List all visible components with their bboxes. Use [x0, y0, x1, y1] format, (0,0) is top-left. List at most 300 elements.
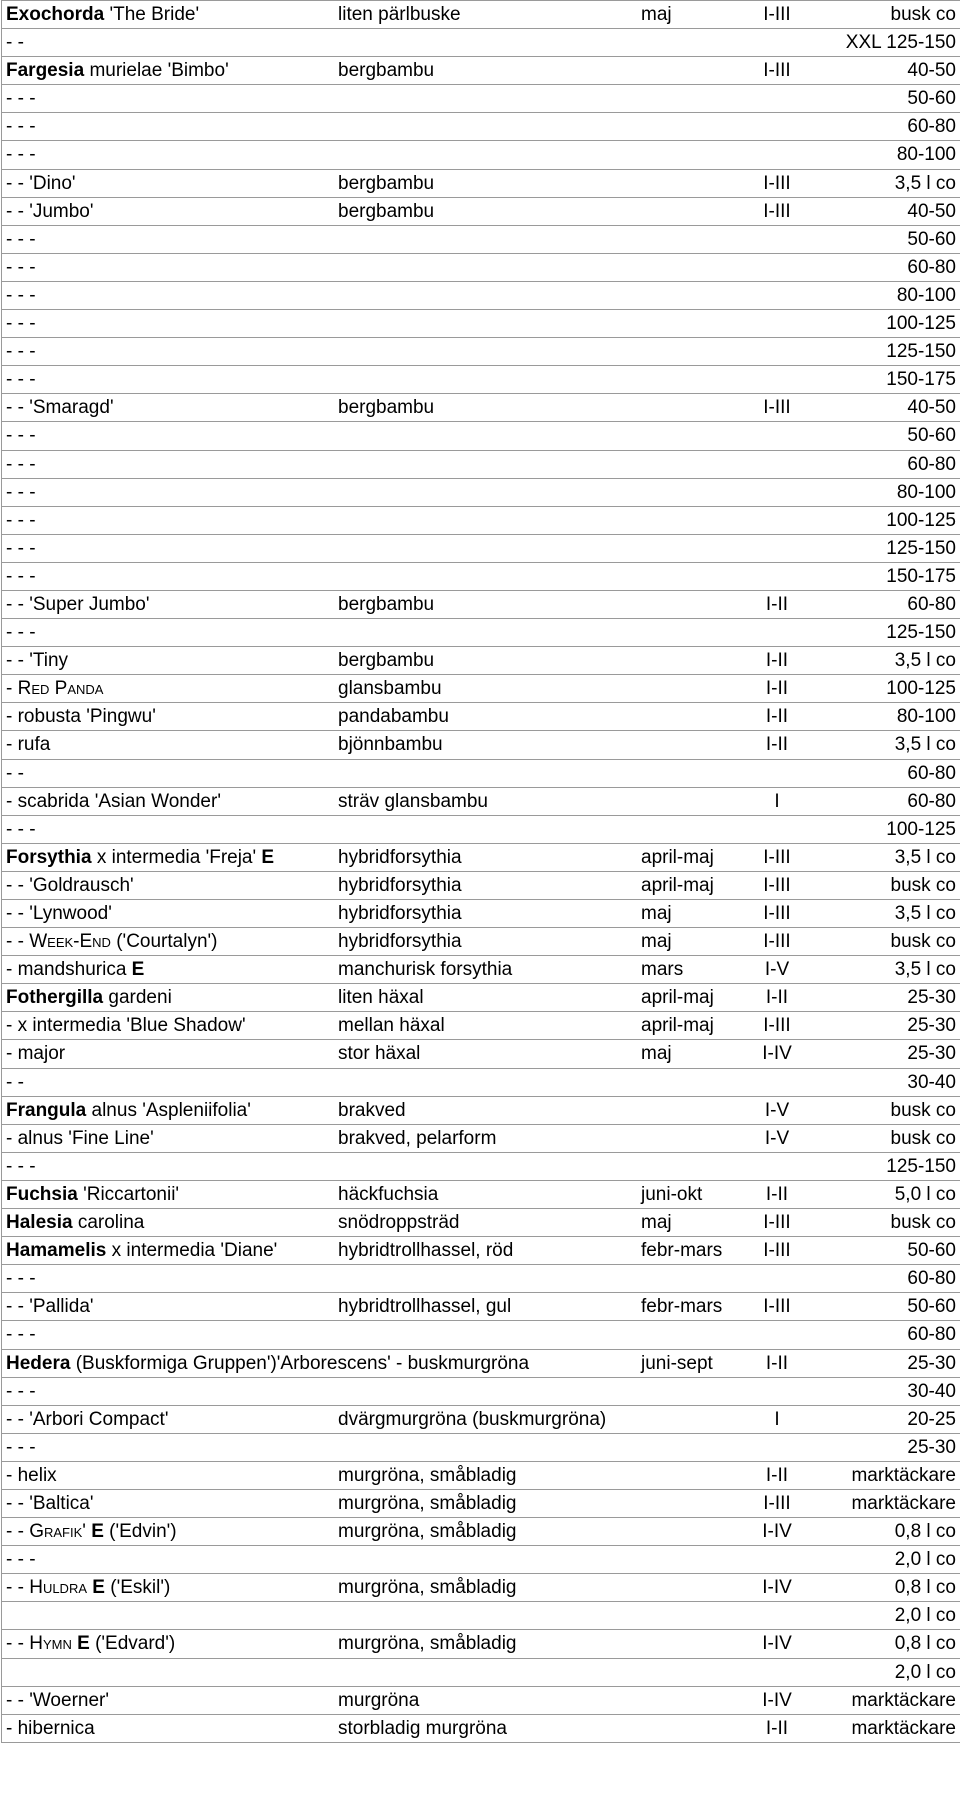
hardiness-zone-cell: I-II [765, 1352, 789, 1374]
size-cell: 20-25 [907, 1408, 956, 1430]
table-row [2, 844, 960, 872]
ditto-prefix: - - [6, 1633, 24, 1655]
plant-name-cell [6, 1297, 94, 1317]
ditto-prefix: - - - [6, 1155, 36, 1177]
size-cell: 60-80 [907, 256, 956, 278]
common-name-cell: dvärgmurgröna (buskmurgröna) [338, 1408, 607, 1430]
plant-name-cell [6, 145, 36, 165]
plant-name-cell [6, 258, 36, 278]
hardiness-zone-cell: I-III [763, 1240, 791, 1262]
plant-name-cell [6, 960, 144, 980]
plant-name-cell [6, 511, 36, 531]
bloom-period-cell: april-maj [641, 1015, 714, 1037]
table-row [2, 1687, 960, 1715]
plant-name-cell [6, 707, 156, 727]
table-row [2, 1, 960, 29]
plant-name-cell [6, 792, 221, 812]
table-row [2, 1630, 960, 1658]
hardiness-zone-cell: I-II [765, 650, 789, 672]
e-marker: E [261, 846, 275, 868]
table-row [2, 1490, 960, 1518]
ditto-prefix: - - - [6, 256, 36, 278]
hardiness-zone-cell: I-III [763, 846, 791, 868]
species-cultivar: gardeni [108, 987, 172, 1009]
species-cultivar: rufa [17, 734, 51, 756]
plant-name-cell [6, 1101, 251, 1121]
hardiness-zone-cell: I-III [763, 1212, 791, 1234]
size-cell: 125-150 [886, 622, 956, 644]
hardiness-zone-cell: I-III [763, 172, 791, 194]
cultivar-code: ('Eskil') [110, 1577, 171, 1599]
hardiness-zone-cell: I-II [765, 706, 789, 728]
species-cultivar: 'Super Jumbo' [29, 593, 150, 615]
bloom-period-cell: mars [641, 959, 684, 981]
ditto-prefix: - - [6, 874, 24, 896]
size-cell: busk co [890, 1212, 956, 1234]
table-row [2, 422, 960, 450]
common-name-cell: pandabambu [338, 706, 449, 728]
ditto-prefix: - - - [6, 116, 36, 138]
table-row [2, 1069, 960, 1097]
table-row [2, 647, 960, 675]
hardiness-zone-cell: I-IV [762, 1689, 792, 1711]
size-cell: 125-150 [886, 341, 956, 363]
common-name-cell: sträv glansbambu [338, 790, 488, 812]
table-row [2, 57, 960, 85]
plant-name-cell [6, 623, 36, 643]
common-name-cell: hybridtrollhassel, gul [338, 1296, 512, 1318]
size-cell: 40-50 [907, 60, 956, 82]
table-row [2, 1321, 960, 1349]
plant-name-cell [6, 1241, 277, 1261]
species-cultivar: x intermedia 'Blue Shadow' [17, 1015, 246, 1037]
table-row [2, 956, 960, 984]
size-cell: 25-30 [907, 1015, 956, 1037]
table-row [2, 1462, 960, 1490]
ditto-prefix: - - [6, 1408, 24, 1430]
size-cell: marktäckare [851, 1717, 956, 1739]
species-cultivar: x intermedia 'Diane' [111, 1240, 278, 1262]
table-row [2, 85, 960, 113]
common-name-cell: hybridforsythia [338, 846, 462, 868]
species-cultivar: 'Jumbo' [29, 200, 94, 222]
common-name-cell: hybridforsythia [338, 903, 462, 924]
common-name-cell: mellan häxal [338, 1015, 445, 1037]
table-row [2, 1574, 960, 1602]
table-row [2, 1293, 960, 1321]
common-name-cell: liten häxal [338, 987, 424, 1009]
ditto-prefix: - - - [6, 1380, 36, 1402]
ditto-prefix: - - - [6, 1436, 36, 1458]
size-cell: 60-80 [907, 1324, 956, 1346]
ditto-prefix: - - [6, 32, 24, 54]
e-marker: E [77, 1633, 90, 1655]
table-row [2, 928, 960, 956]
species-cultivar: 'Woerner' [29, 1689, 109, 1711]
table-row [2, 1181, 960, 1209]
size-cell: 60-80 [907, 790, 956, 812]
hardiness-zone-cell: I [774, 790, 780, 812]
cultivar-code: ('Edvard') [95, 1633, 176, 1655]
plant-name-cell [6, 1719, 95, 1739]
ditto-prefix: - - [6, 200, 24, 222]
size-cell: 80-100 [896, 144, 956, 166]
size-cell: 30-40 [907, 1071, 956, 1093]
common-name-cell: bergbambu [338, 593, 435, 615]
size-cell: 60-80 [907, 116, 956, 138]
hardiness-zone-cell: I-II [765, 734, 789, 756]
plant-name-cell [6, 1213, 144, 1233]
plant-name-cell [6, 679, 103, 699]
hardiness-zone-cell: I-IV [762, 1577, 792, 1599]
plant-name-cell [6, 595, 149, 615]
bloom-period-cell: april-maj [641, 874, 714, 896]
common-name-cell: murgröna, småbladig [338, 1464, 517, 1486]
plant-name-cell [6, 1382, 36, 1402]
species-cultivar: mandshurica [17, 959, 127, 981]
species-cultivar: 'Arbori Compact' [29, 1408, 169, 1430]
table-row [2, 1237, 960, 1265]
size-cell: marktäckare [851, 1689, 956, 1711]
ditto-prefix: - - [6, 172, 24, 194]
table-row [2, 1040, 960, 1068]
size-cell: busk co [890, 931, 956, 953]
genus-name: Hedera [6, 1352, 71, 1374]
bloom-period-cell: maj [641, 4, 672, 25]
size-cell: 150-175 [886, 565, 956, 587]
table-row [2, 113, 960, 141]
e-marker: E [92, 1577, 105, 1599]
table-row [2, 563, 960, 591]
size-cell: 80-100 [896, 481, 956, 503]
plant-name-cell [6, 174, 76, 194]
size-cell: 3,5 l co [894, 172, 956, 194]
plant-name-cell [6, 735, 50, 755]
table-row [2, 1097, 960, 1125]
trade-name: Week-End [29, 931, 111, 953]
table-row [2, 675, 960, 703]
plant-name-cell [6, 876, 134, 896]
plant-name-cell [6, 5, 199, 25]
table-row [2, 1518, 960, 1546]
ditto-prefix: - - - [6, 565, 36, 587]
ditto-prefix: - - [6, 650, 24, 672]
ditto-prefix: - [6, 1717, 13, 1739]
ditto-prefix: - - - [6, 144, 36, 166]
size-cell: 30-40 [907, 1380, 956, 1402]
plant-name-cell [6, 370, 36, 390]
table-row [2, 1265, 960, 1293]
hardiness-zone-cell: I-III [763, 931, 791, 953]
table-row [2, 1659, 960, 1687]
table-row [2, 619, 960, 647]
genus-name: Halesia [6, 1212, 73, 1234]
size-cell: 25-30 [907, 1352, 956, 1374]
trade-name: Red Panda [17, 678, 104, 700]
size-cell: 100-125 [886, 818, 956, 840]
size-cell: 100-125 [886, 678, 956, 700]
bloom-period-cell: juni-okt [641, 1183, 703, 1205]
table-row [2, 1546, 960, 1574]
size-cell: 0,8 l co [894, 1521, 956, 1543]
genus-name: Exochorda [6, 4, 105, 25]
plant-name-cell [6, 904, 112, 924]
table-row [2, 507, 960, 535]
size-cell: 50-60 [907, 425, 956, 447]
common-name-cell: snödroppsträd [338, 1212, 460, 1234]
plant-name-cell [6, 286, 36, 306]
hardiness-zone-cell: I-III [763, 1015, 791, 1037]
size-cell: XXL 125-150 [845, 32, 956, 54]
table-row [2, 760, 960, 788]
bloom-period-cell: maj [641, 903, 672, 924]
common-name-cell: murgröna, småbladig [338, 1633, 517, 1655]
table-row [2, 451, 960, 479]
table-row [2, 731, 960, 759]
size-cell: 100-125 [886, 313, 956, 335]
table-row [2, 479, 960, 507]
ditto-prefix: - - - [6, 622, 36, 644]
species-cultivar: helix [17, 1464, 57, 1486]
ditto-prefix: - [6, 706, 13, 728]
genus-name: Fothergilla [6, 987, 104, 1009]
ditto-prefix: - - - [6, 453, 36, 475]
common-name-cell: hybridtrollhassel, röd [338, 1240, 514, 1262]
plant-name-cell [6, 1185, 179, 1205]
species-cultivar: 'Baltica' [29, 1492, 94, 1514]
size-cell: 60-80 [907, 1268, 956, 1290]
ditto-prefix: - [6, 790, 13, 812]
e-marker: E [131, 959, 145, 981]
size-cell: 2,0 l co [894, 1549, 956, 1571]
bloom-period-cell: april-maj [641, 987, 714, 1009]
table-row [2, 338, 960, 366]
plant-name-cell [6, 988, 172, 1008]
table-row [2, 254, 960, 282]
size-cell: busk co [890, 874, 956, 896]
ditto-prefix: - [6, 734, 13, 756]
ditto-prefix: - - - [6, 1324, 36, 1346]
hardiness-zone-cell: I-II [765, 593, 789, 615]
hardiness-zone-cell: I-II [765, 987, 789, 1009]
plant-name-cell [6, 1410, 168, 1430]
bloom-period-cell: maj [641, 931, 672, 953]
hardiness-zone-cell: I-III [763, 200, 791, 222]
size-cell: 125-150 [886, 1155, 956, 1177]
species-cultivar: alnus 'Aspleniifolia' [91, 1099, 251, 1121]
hardiness-zone-cell: I-II [765, 1464, 789, 1486]
plant-name-cell [6, 483, 36, 503]
table-row [2, 816, 960, 844]
common-name-cell: storbladig murgröna [338, 1717, 507, 1739]
size-cell: 5,0 l co [894, 1183, 956, 1205]
plant-name-cell [6, 1550, 36, 1570]
common-name-cell: brakved [338, 1099, 406, 1121]
plant-name-cell [6, 1325, 36, 1345]
table-row [2, 1209, 960, 1237]
size-cell: busk co [890, 1127, 956, 1149]
table-row [2, 703, 960, 731]
table-row [2, 535, 960, 563]
table-row [2, 788, 960, 816]
table-row [2, 29, 960, 57]
size-cell: 60-80 [907, 593, 956, 615]
ditto-prefix: - [6, 1015, 13, 1037]
table-row [2, 1350, 960, 1378]
hardiness-zone-cell: I-III [763, 1492, 791, 1514]
species-cultivar: carolina [77, 1212, 145, 1234]
size-cell: 25-30 [907, 987, 956, 1009]
common-name-cell: manchurisk forsythia [338, 959, 513, 981]
plant-name-cell [6, 1691, 109, 1711]
size-cell: 125-150 [886, 537, 956, 559]
table-row [2, 198, 960, 226]
hardiness-zone-cell: I-III [763, 397, 791, 419]
plant-name-cell [6, 1157, 36, 1177]
size-cell: 50-60 [907, 88, 956, 110]
ditto-prefix: - [6, 1127, 13, 1149]
species-cultivar: murielae 'Bimbo' [89, 60, 229, 82]
hardiness-zone-cell: I-II [765, 1717, 789, 1739]
hardiness-zone-cell: I-II [765, 1183, 789, 1205]
common-name-cell: hybridforsythia [338, 874, 462, 896]
size-cell: 0,8 l co [894, 1633, 956, 1655]
table-row [2, 366, 960, 394]
ditto-prefix: - - [6, 762, 24, 784]
ditto-prefix: - [6, 1464, 13, 1486]
ditto-prefix: - - - [6, 481, 36, 503]
plant-name-cell [6, 202, 94, 222]
species-cultivar: x intermedia 'Freja' [96, 846, 257, 868]
common-name-cell: bergbambu [338, 650, 435, 672]
table-row [2, 1012, 960, 1040]
hardiness-zone-cell: I-III [763, 60, 791, 82]
plant-name-cell [6, 314, 36, 334]
size-cell: 3,5 l co [894, 903, 956, 924]
hardiness-zone-cell: I-IV [762, 1633, 792, 1655]
ditto-prefix: - - [6, 397, 24, 419]
size-cell: 100-125 [886, 509, 956, 531]
common-name-cell: brakved, pelarform [338, 1127, 497, 1149]
hardiness-zone-cell: I-III [763, 1296, 791, 1318]
table-row [2, 310, 960, 338]
table-row [2, 141, 960, 169]
ditto-prefix: - - - [6, 1549, 36, 1571]
plant-name-cell [6, 1578, 170, 1598]
trade-name: Hymn [29, 1633, 72, 1655]
size-cell: 50-60 [907, 1296, 956, 1318]
size-cell: busk co [890, 4, 956, 25]
size-cell: 0,8 l co [894, 1577, 956, 1599]
species-cultivar: 'Riccartonii' [83, 1183, 180, 1205]
species-cultivar: 'The Bride' [109, 4, 200, 25]
species-cultivar: 'Pallida' [29, 1296, 94, 1318]
species-cultivar: (Buskformiga Gruppen')'Arborescens' - buskmurgröna [75, 1352, 530, 1374]
hardiness-zone-cell: I-III [763, 4, 791, 25]
size-cell: 2,0 l co [894, 1661, 956, 1683]
size-cell: 3,5 l co [894, 959, 956, 981]
size-cell: 60-80 [907, 453, 956, 475]
trade-name: Grafik' [29, 1521, 86, 1543]
size-cell: marktäckare [851, 1492, 956, 1514]
e-marker: E [91, 1521, 104, 1543]
ditto-prefix: - - [6, 1577, 24, 1599]
plant-name-cell [6, 1522, 177, 1542]
ditto-prefix: - - - [6, 284, 36, 306]
plant-name-cell [6, 398, 114, 418]
cultivar-code: ('Courtalyn') [116, 931, 218, 953]
species-cultivar: hibernica [17, 1717, 95, 1739]
plant-name-cell [6, 1466, 57, 1486]
species-cultivar: 'Lynwood' [29, 903, 112, 924]
ditto-prefix: - - [6, 1071, 24, 1093]
size-cell: 25-30 [907, 1436, 956, 1458]
common-name-cell: liten pärlbuske [338, 4, 461, 25]
plant-name-cell [6, 1494, 94, 1514]
plant-name-cell [6, 848, 274, 868]
plant-name-cell [6, 764, 24, 784]
common-name-cell: bergbambu [338, 172, 435, 194]
ditto-prefix: - - - [6, 1268, 36, 1290]
table-row [2, 900, 960, 928]
bloom-period-cell: febr-mars [641, 1240, 723, 1262]
common-name-cell: stor häxal [338, 1043, 421, 1065]
genus-name: Forsythia [6, 846, 92, 868]
size-cell: 40-50 [907, 397, 956, 419]
plant-name-cell [6, 89, 36, 109]
plant-price-list [1, 0, 960, 1743]
genus-name: Fuchsia [6, 1183, 78, 1205]
ditto-prefix: - - - [6, 228, 36, 250]
table-row [2, 394, 960, 422]
common-name-cell: murgröna, småbladig [338, 1492, 517, 1514]
table-row [2, 1434, 960, 1462]
plant-name-cell [6, 539, 36, 559]
size-cell: marktäckare [851, 1464, 956, 1486]
table-row [2, 282, 960, 310]
bloom-period-cell: maj [641, 1043, 672, 1065]
plant-name-cell [6, 820, 36, 840]
table-row [2, 226, 960, 254]
ditto-prefix: - - [6, 1521, 24, 1543]
hardiness-zone-cell: I-IV [762, 1043, 792, 1065]
ditto-prefix: - - [6, 1492, 24, 1514]
bloom-period-cell: juni-sept [641, 1352, 713, 1374]
size-cell: 3,5 l co [894, 846, 956, 868]
table-row [2, 1406, 960, 1434]
size-cell: 80-100 [896, 284, 956, 306]
size-cell: 80-100 [896, 706, 956, 728]
size-cell: 2,0 l co [894, 1605, 956, 1627]
hardiness-zone-cell: I-V [764, 1099, 790, 1121]
ditto-prefix: - - - [6, 341, 36, 363]
size-cell: 3,5 l co [894, 650, 956, 672]
size-cell: 150-175 [886, 369, 956, 391]
common-name-cell: bergbambu [338, 200, 435, 222]
ditto-prefix: - - - [6, 509, 36, 531]
hardiness-zone-cell: I [774, 1408, 780, 1430]
plant-name-cell [6, 61, 229, 81]
ditto-prefix: - - - [6, 537, 36, 559]
ditto-prefix: - [6, 1043, 13, 1065]
species-cultivar: 'Dino' [29, 172, 76, 194]
common-name-cell: murgröna [338, 1689, 420, 1711]
common-name-cell: bjönnbambu [338, 734, 443, 756]
plant-name-cell [6, 342, 36, 362]
plant-name-cell [6, 33, 24, 53]
table-row [2, 170, 960, 198]
plant-name-cell [6, 1354, 529, 1374]
